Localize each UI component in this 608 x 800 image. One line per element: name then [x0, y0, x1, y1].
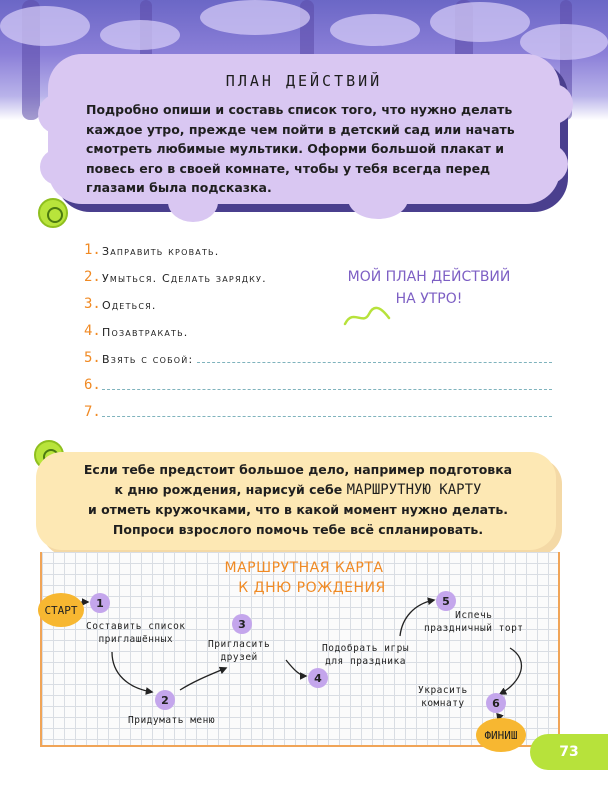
checklist-item-blank[interactable]: 7.: [84, 400, 552, 420]
page-number: 73: [530, 734, 608, 770]
step-label: Украсить комнату: [418, 685, 468, 709]
checklist-item: 1. Заправить кровать.: [84, 242, 220, 258]
plan-title: ПЛАН ДЕЙСТВИЙ: [225, 72, 383, 90]
checklist-item-fillable[interactable]: 5. Взять с собой:: [84, 346, 552, 366]
step-marker: 3: [232, 614, 252, 634]
step-marker: 6: [486, 693, 506, 713]
step-marker: 1: [90, 593, 110, 613]
map-subtitle: К ДНЮ РОЖДЕНИЯ: [238, 580, 386, 596]
start-badge: СТАРТ: [38, 593, 84, 627]
checklist-item: 4. Позавтракать.: [84, 323, 189, 339]
step-label: Испечь праздничный торт: [424, 610, 524, 634]
step-label: Составить список приглашённых: [86, 621, 186, 645]
plan-instructions: Подробно опиши и составь список того, что нужно делать каждое утро, прежде чем пойти в детский сад или начать смотреть любимые мультики. Оформи большой плакат и повесь его в своей комнате, чтобы у тебя всегда перед глазами была подсказка.: [86, 102, 515, 195]
map-title: МАРШРУТНАЯ КАРТА: [224, 560, 384, 576]
step-marker: 2: [155, 690, 175, 710]
step-marker: 4: [308, 668, 328, 688]
finish-badge: ФИНИШ: [476, 718, 526, 752]
step-label: Придумать меню: [128, 715, 216, 726]
step-marker: 5: [436, 591, 456, 611]
checklist-item: 3. Одеться.: [84, 296, 157, 312]
my-plan-caption: МОЙ ПЛАН ДЕЙСТВИЙ НА УТРО!: [347, 269, 511, 307]
step-label: Пригласить друзей: [208, 639, 271, 663]
checklist-item: 2. Умыться. Сделать зарядку.: [84, 269, 267, 285]
route-instructions: Если тебе предстоит большое дело, например подготовка к дню рождения, нарисуй себе МАРШРУТНУЮ КАРТУ и отметь кружочками, что в какой момент нужно делать. Попроси взрослого помочь тебе всё спланировать.: [83, 462, 513, 537]
step-label: Подобрать игры для праздника: [322, 643, 410, 667]
checklist-item-blank[interactable]: 6.: [84, 373, 552, 393]
